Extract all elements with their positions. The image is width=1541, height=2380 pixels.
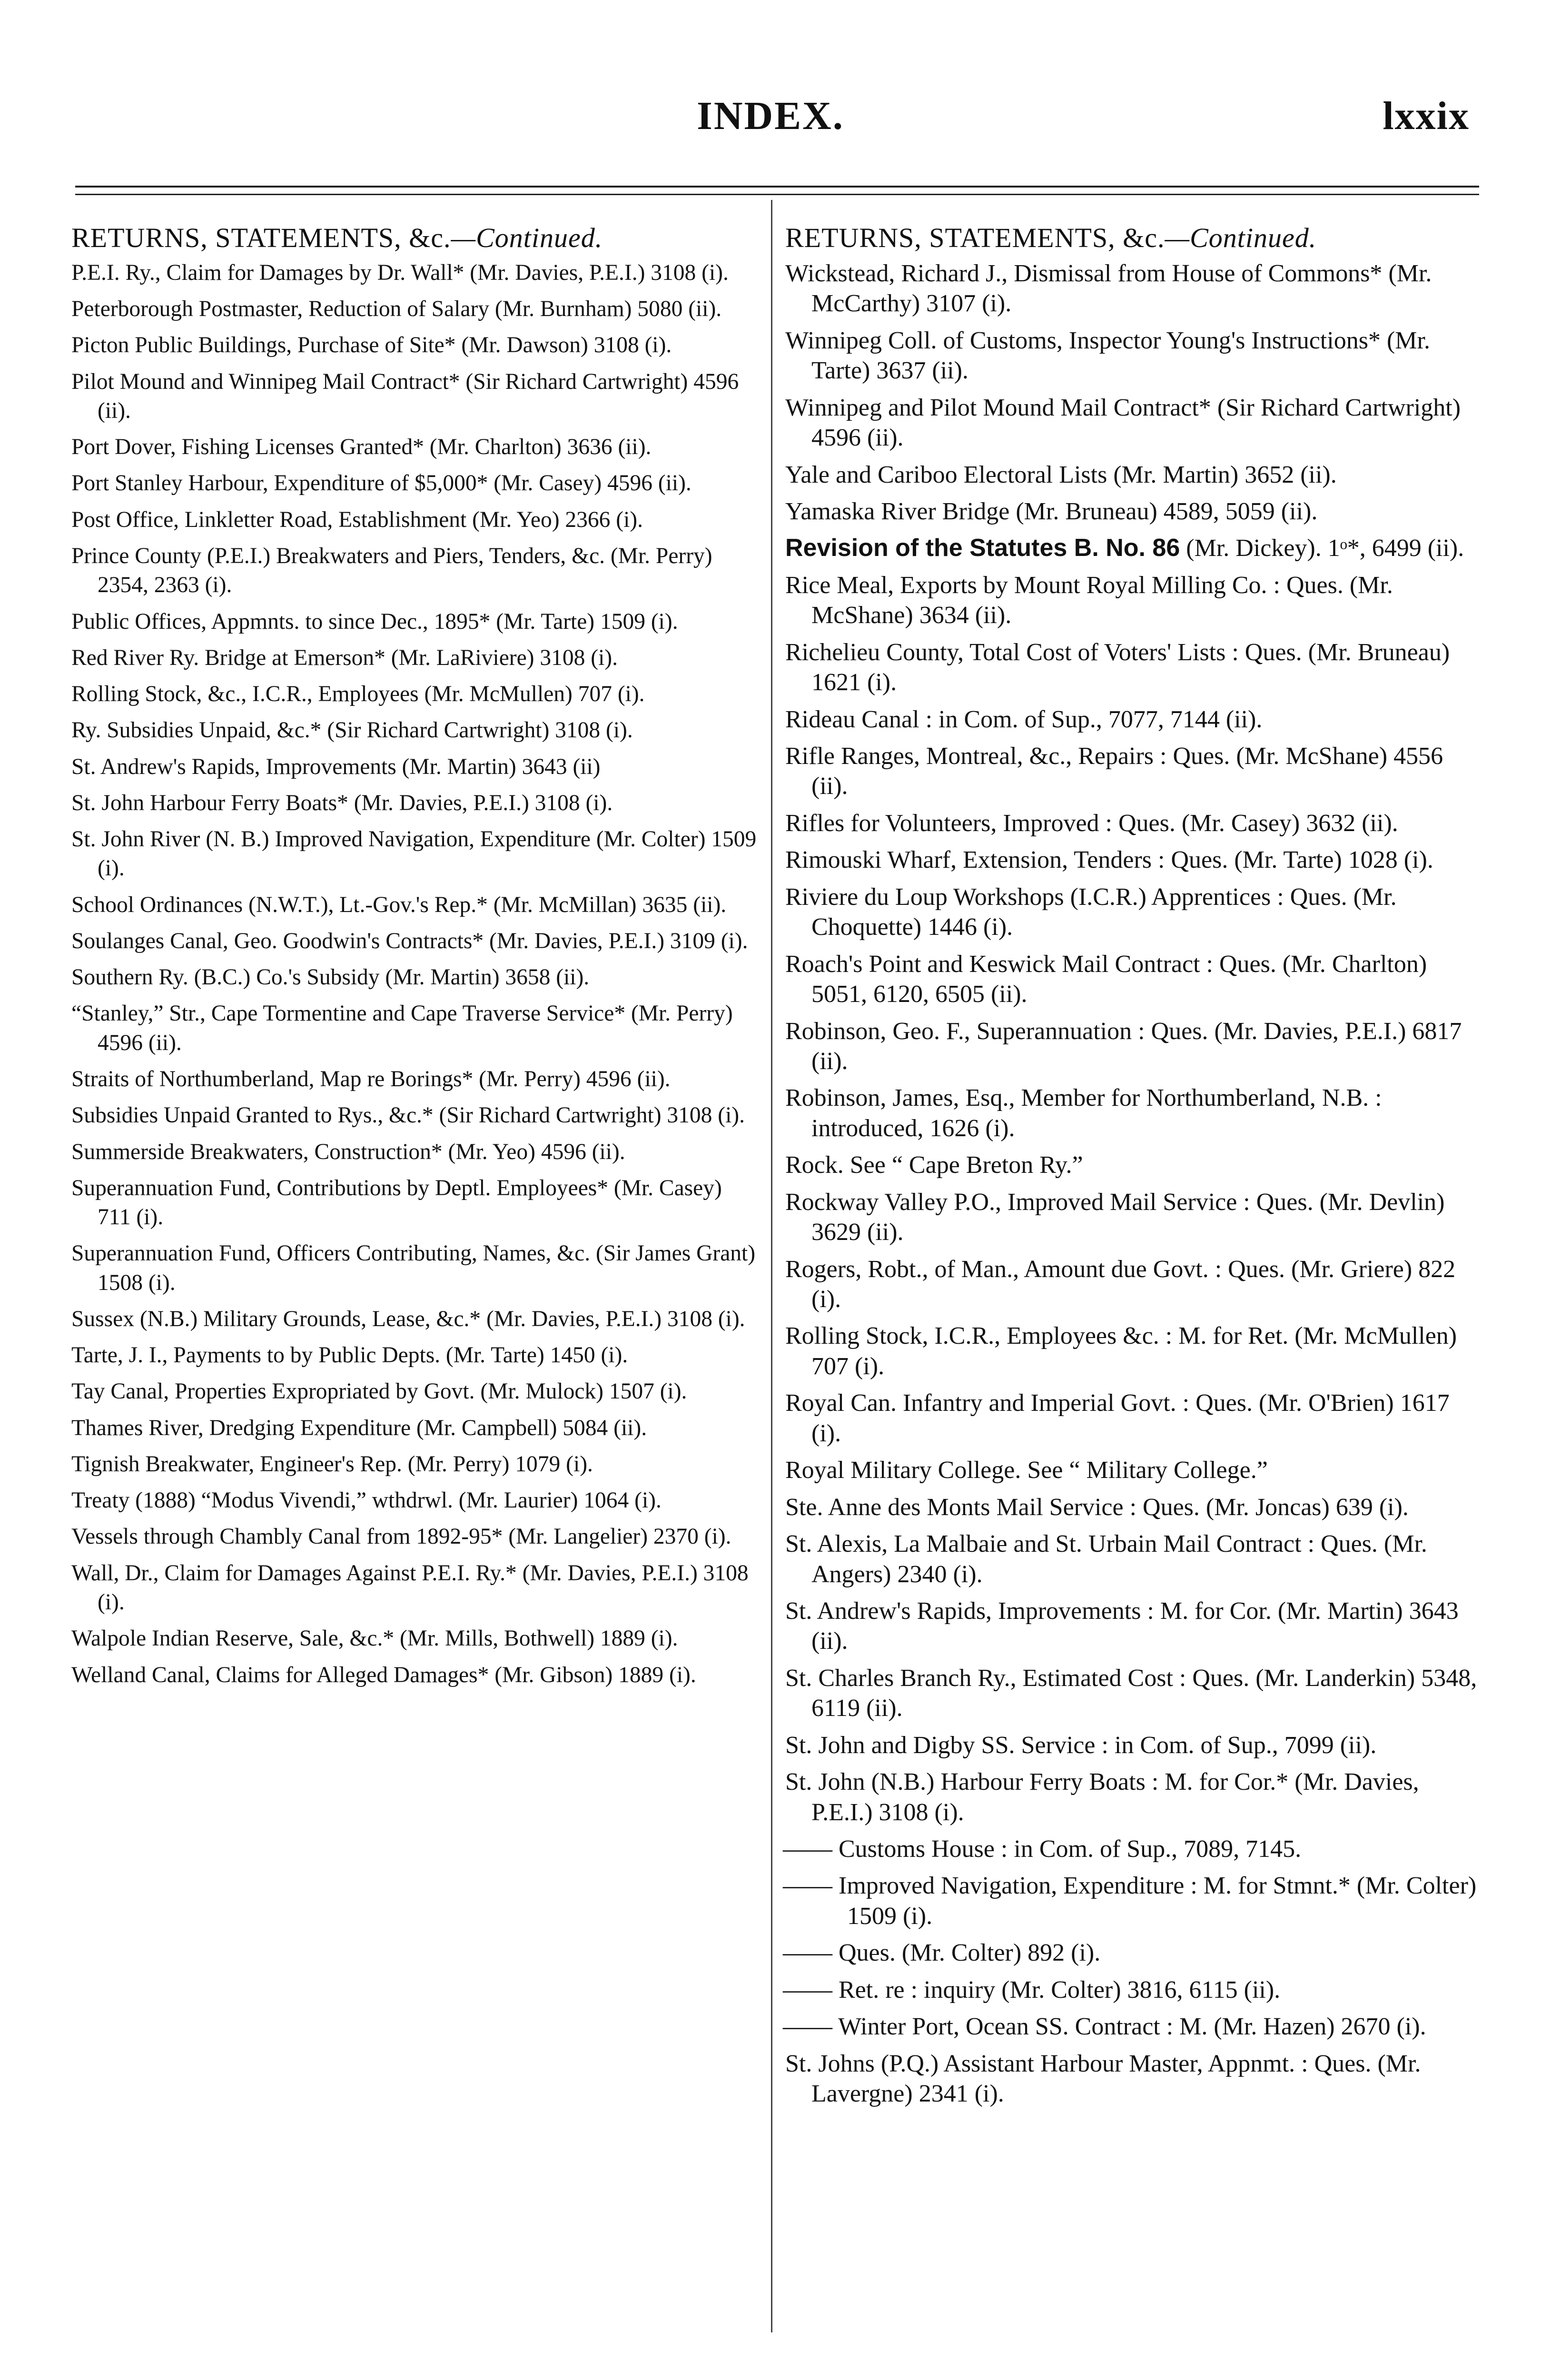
index-entry: Rolling Stock, I.C.R., Employees &c. : M. for Ret. (Mr. McMullen) 707 (i).: [785, 1322, 1457, 1380]
section-heading: [785, 224, 1478, 253]
index-entry: Subsidies Unpaid Granted to Rys., &c.* (Sir Richard Cartwright) 3108 (i).: [71, 1103, 745, 1128]
index-entry: Rimouski Wharf, Extension, Tenders : Ques. (Mr. Tarte) 1028 (i).: [785, 846, 1433, 874]
index-entry: St. Johns (P.Q.) Assistant Harbour Master, Appnmt. : Ques. (Mr. Lavergne) 2341 (i).: [785, 2050, 1421, 2108]
index-entry: Summerside Breakwaters, Construction* (Mr. Yeo) 4596 (ii).: [71, 1139, 625, 1164]
index-entry: Royal Can. Infantry and Imperial Govt. : Ques. (Mr. O'Brien) 1617 (i).: [785, 1389, 1450, 1447]
index-entry: St. John and Digby SS. Service : in Com. of Sup., 7099 (ii).: [785, 1731, 1377, 1759]
index-entry: Ry. Subsidies Unpaid, &c.* (Sir Richard Cartwright) 3108 (i).: [71, 718, 633, 743]
index-entry: Riviere du Loup Workshops (I.C.R.) Apprentices : Ques. (Mr. Choquette) 1446 (i).: [785, 883, 1397, 941]
index-entry: Rifle Ranges, Montreal, &c., Repairs : Ques. (Mr. McShane) 4556 (ii).: [785, 743, 1443, 800]
page-title: INDEX.: [697, 94, 844, 138]
index-sub-entry: —— Winter Port, Ocean SS. Contract : M. (Mr. Hazen) 2670 (i).: [783, 2013, 1426, 2041]
index-entry: Wall, Dr., Claim for Damages Against P.E.I. Ry.* (Mr. Davies, P.E.I.) 3108 (i).: [71, 1560, 749, 1615]
left-entry-list: [71, 258, 759, 1690]
final-entry-list: [785, 2049, 1478, 2109]
index-entry: St. Andrew's Rapids, Improvements (Mr. Martin) 3643 (ii): [71, 754, 601, 779]
index-entry: St. John River (N. B.) Improved Navigation, Expenditure (Mr. Colter) 1509 (i).: [71, 827, 757, 881]
index-entry: St. John Harbour Ferry Boats* (Mr. Davies, P.E.I.) 3108 (i).: [71, 790, 613, 815]
index-sub-entry: —— Ret. re : inquiry (Mr. Colter) 3816, 6115 (ii).: [783, 1976, 1281, 2003]
index-entry: Tay Canal, Properties Expropriated by Govt. (Mr. Mulock) 1507 (i).: [71, 1379, 687, 1404]
left-column: [71, 224, 759, 1697]
index-entry: Yamaska River Bridge (Mr. Bruneau) 4589, 5059 (ii).: [785, 497, 1318, 525]
index-entry: Superannuation Fund, Officers Contributing, Names, &c. (Sir James Grant) 1508 (i).: [71, 1241, 756, 1295]
index-entry: Winnipeg Coll. of Customs, Inspector Young's Instructions* (Mr. Tarte) 3637 (ii).: [785, 327, 1430, 385]
header-rule: [75, 186, 1479, 188]
index-entry: St. Andrew's Rapids, Improvements : M. for Cor. (Mr. Martin) 3643 (ii).: [785, 1597, 1459, 1655]
index-entry: Port Stanley Harbour, Expenditure of $5,000* (Mr. Casey) 4596 (ii).: [71, 471, 691, 496]
section-title: RETURNS, STATEMENTS, &c.: [785, 222, 1165, 253]
index-entry: Robinson, Geo. F., Superannuation : Ques. (Mr. Davies, P.E.I.) 6817 (ii).: [785, 1017, 1462, 1075]
index-entry: Rock. See “ Cape Breton Ry.”: [785, 1151, 1083, 1179]
index-entry: School Ordinances (N.W.T.), Lt.-Gov.'s Rep.* (Mr. McMillan) 3635 (ii).: [71, 892, 727, 917]
index-entry: Thames River, Dredging Expenditure (Mr. Campbell) 5084 (ii).: [71, 1415, 647, 1440]
index-entry: P.E.I. Ry., Claim for Damages by Dr. Wall* (Mr. Davies, P.E.I.) 3108 (i).: [71, 260, 729, 285]
index-entry: Rideau Canal : in Com. of Sup., 7077, 7144 (ii).: [785, 705, 1263, 733]
index-entry: Winnipeg and Pilot Mound Mail Contract* (Sir Richard Cartwright) 4596 (ii).: [785, 394, 1461, 452]
index-sub-entry: —— Customs House : in Com. of Sup., 7089, 7145.: [783, 1835, 1302, 1863]
page-number: lxxix: [1383, 94, 1470, 138]
index-sub-entry: —— Improved Navigation, Expenditure : M. for Stmnt.* (Mr. Colter) 1509 (i).: [783, 1872, 1477, 1930]
index-entry: Southern Ry. (B.C.) Co.'s Subsidy (Mr. Martin) 3658 (ii).: [71, 965, 590, 990]
index-entry: Vessels through Chambly Canal from 1892-95* (Mr. Langelier) 2370 (i).: [71, 1524, 731, 1549]
index-entry: Royal Military College. See “ Military College.”: [785, 1457, 1268, 1484]
revision-entry: [785, 533, 1478, 563]
index-entry: Superannuation Fund, Contributions by Deptl. Employees* (Mr. Casey) 711 (i).: [71, 1175, 722, 1230]
index-entry: Rockway Valley P.O., Improved Mail Service : Ques. (Mr. Devlin) 3629 (ii).: [785, 1188, 1445, 1246]
index-entry: Robinson, James, Esq., Member for Northumberland, N.B. : introduced, 1626 (i).: [785, 1084, 1382, 1142]
index-entry: Richelieu County, Total Cost of Voters' Lists : Ques. (Mr. Bruneau) 1621 (i).: [785, 638, 1450, 696]
index-entry: Picton Public Buildings, Purchase of Site* (Mr. Dawson) 3108 (i).: [71, 333, 672, 358]
index-entry: Prince County (P.E.I.) Breakwaters and Piers, Tenders, &c. (Mr. Perry) 2354, 2363 (i).: [71, 544, 712, 598]
index-entry: Port Dover, Fishing Licenses Granted* (Mr. Charlton) 3636 (ii).: [71, 435, 652, 460]
continued-label: —Continued.: [1165, 222, 1317, 253]
index-entry: Welland Canal, Claims for Alleged Damages* (Mr. Gibson) 1889 (i).: [71, 1662, 696, 1687]
right-entry-list: [785, 570, 1478, 1827]
section-heading: [71, 224, 759, 253]
index-entry: Rolling Stock, &c., I.C.R., Employees (Mr. McMullen) 707 (i).: [71, 682, 645, 707]
index-entry: Rice Meal, Exports by Mount Royal Milling Co. : Ques. (Mr. McShane) 3634 (ii).: [785, 571, 1393, 629]
revision-heading: Revision of the Statutes B. No. 86: [785, 534, 1180, 562]
index-entry: Straits of Northumberland, Map re Borings* (Mr. Perry) 4596 (ii).: [71, 1067, 671, 1091]
index-entry: Public Offices, Appmnts. to since Dec., 1895* (Mr. Tarte) 1509 (i).: [71, 609, 678, 634]
continued-label: —Continued.: [451, 222, 603, 253]
index-entry: St. Charles Branch Ry., Estimated Cost : Ques. (Mr. Landerkin) 5348, 6119 (ii).: [785, 1664, 1477, 1722]
revision-rest: (Mr. Dickey). 1ᵒ*, 6499 (ii).: [1180, 535, 1464, 562]
index-entry: Walpole Indian Reserve, Sale, &c.* (Mr. Mills, Bothwell) 1889 (i).: [71, 1626, 678, 1651]
column-divider: [771, 200, 772, 2332]
index-entry: Yale and Cariboo Electoral Lists (Mr. Martin) 3652 (ii).: [785, 461, 1337, 488]
index-entry: Red River Ry. Bridge at Emerson* (Mr. LaRiviere) 3108 (i).: [71, 645, 618, 670]
index-entry: Wickstead, Richard J., Dismissal from House of Commons* (Mr. McCarthy) 3107 (i).: [785, 259, 1432, 317]
index-entry: Pilot Mound and Winnipeg Mail Contract* (Sir Richard Cartwright) 4596 (ii).: [71, 369, 739, 423]
index-entry: St. John (N.B.) Harbour Ferry Boats : M. for Cor.* (Mr. Davies, P.E.I.) 3108 (i).: [785, 1768, 1419, 1826]
index-entry: Roach's Point and Keswick Mail Contract : Ques. (Mr. Charlton) 5051, 6120, 6505 (ii).: [785, 950, 1427, 1008]
index-entry: Sussex (N.B.) Military Grounds, Lease, &c.* (Mr. Davies, P.E.I.) 3108 (i).: [71, 1306, 745, 1331]
section-title: RETURNS, STATEMENTS, &c.: [71, 222, 451, 253]
index-entry: Tignish Breakwater, Engineer's Rep. (Mr. Perry) 1079 (i).: [71, 1451, 593, 1477]
right-column: [785, 224, 1478, 2116]
index-entry: Peterborough Postmaster, Reduction of Salary (Mr. Burnham) 5080 (ii).: [71, 297, 722, 322]
index-entry: St. Alexis, La Malbaie and St. Urbain Mail Contract : Ques. (Mr. Angers) 2340 (i).: [785, 1530, 1427, 1588]
header-rule-secondary: [75, 194, 1479, 195]
index-entry: Rifles for Volunteers, Improved : Ques. (Mr. Casey) 3632 (ii).: [785, 809, 1398, 837]
sub-entry-list: [785, 1834, 1478, 2042]
index-entry: Rogers, Robt., of Man., Amount due Govt. : Ques. (Mr. Griere) 822 (i).: [785, 1255, 1456, 1313]
right-section-entry-list: [785, 258, 1478, 527]
index-entry: Post Office, Linkletter Road, Establishment (Mr. Yeo) 2366 (i).: [71, 507, 643, 532]
index-entry: Tarte, J. I., Payments to by Public Depts. (Mr. Tarte) 1450 (i).: [71, 1343, 628, 1368]
index-sub-entry: —— Ques. (Mr. Colter) 892 (i).: [783, 1939, 1101, 1967]
index-entry: Soulanges Canal, Geo. Goodwin's Contracts* (Mr. Davies, P.E.I.) 3109 (i).: [71, 928, 748, 953]
index-entry: Ste. Anne des Monts Mail Service : Ques. (Mr. Joncas) 639 (i).: [785, 1493, 1409, 1521]
index-entry: “Stanley,” Str., Cape Tormentine and Cape Traverse Service* (Mr. Perry) 4596 (ii).: [71, 1001, 733, 1055]
index-entry: Treaty (1888) “Modus Vivendi,” wthdrwl. (Mr. Laurier) 1064 (i).: [71, 1488, 662, 1513]
